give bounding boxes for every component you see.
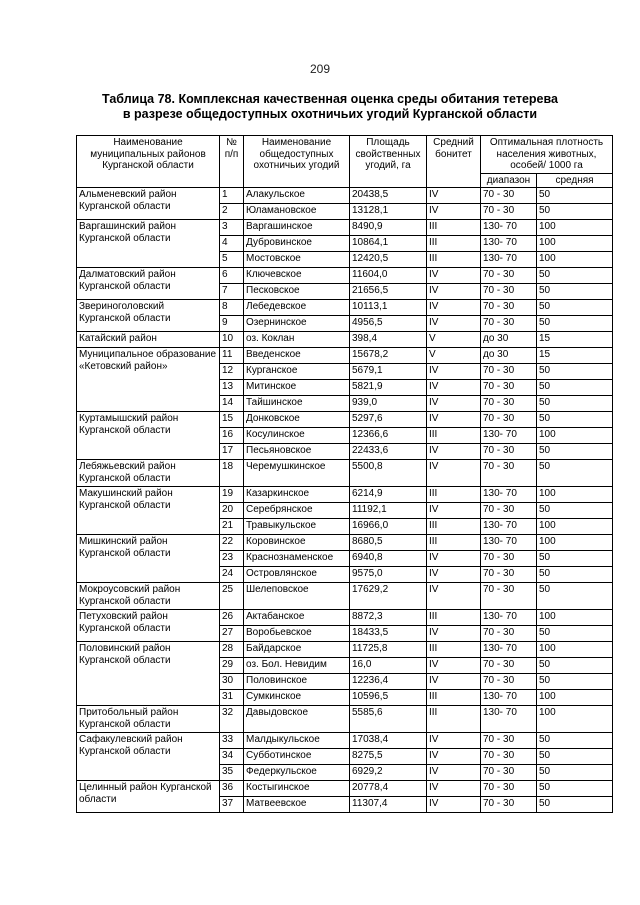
density-range-cell: 70 - 30 (481, 567, 537, 583)
density-range-cell: 130- 70 (481, 252, 537, 268)
district-cell: Лебяжьевский район Курганской области (77, 460, 220, 487)
bonitet-cell: IV (427, 204, 481, 220)
density-range-cell: 130- 70 (481, 535, 537, 551)
area-cell: 8275,5 (350, 749, 427, 765)
hunting-ground-cell: Мостовское (244, 252, 350, 268)
area-cell: 18433,5 (350, 626, 427, 642)
bonitet-cell: III (427, 519, 481, 535)
bonitet-cell: IV (427, 551, 481, 567)
hunting-ground-cell: Алакульское (244, 188, 350, 204)
caption-line-1: Таблица 78. Комплексная качественная оценка среды обитания тетерева (102, 92, 558, 106)
area-cell: 6214,9 (350, 487, 427, 503)
district-cell: Макушинский район Курганской области (77, 487, 220, 535)
density-range-cell: 70 - 30 (481, 583, 537, 610)
page-number: 209 (309, 62, 331, 76)
density-average-cell: 50 (537, 567, 613, 583)
density-range-cell: 70 - 30 (481, 781, 537, 797)
density-average-cell: 50 (537, 412, 613, 428)
table-row (77, 412, 613, 428)
density-average-cell: 50 (537, 380, 613, 396)
density-range-cell: 70 - 30 (481, 380, 537, 396)
hunting-ground-cell: Озернинское (244, 316, 350, 332)
table-row (77, 188, 613, 204)
number-cell: 20 (220, 503, 244, 519)
density-range-cell: 130- 70 (481, 690, 537, 706)
bonitet-cell: III (427, 690, 481, 706)
number-cell: 12 (220, 364, 244, 380)
area-cell: 12366,6 (350, 428, 427, 444)
table-row (77, 220, 613, 236)
density-average-cell: 15 (537, 332, 613, 348)
number-cell: 37 (220, 797, 244, 813)
area-cell: 17038,4 (350, 733, 427, 749)
table-row (77, 781, 613, 797)
header-area: Площадь свойственных угодий, га (350, 136, 427, 188)
area-cell: 20778,4 (350, 781, 427, 797)
area-cell: 12236,4 (350, 674, 427, 690)
number-cell: 25 (220, 583, 244, 610)
density-range-cell: 70 - 30 (481, 658, 537, 674)
bonitet-cell: III (427, 487, 481, 503)
number-cell: 31 (220, 690, 244, 706)
number-cell: 9 (220, 316, 244, 332)
number-cell: 29 (220, 658, 244, 674)
area-cell: 11307,4 (350, 797, 427, 813)
density-range-cell: 130- 70 (481, 487, 537, 503)
number-cell: 3 (220, 220, 244, 236)
number-cell: 24 (220, 567, 244, 583)
area-cell: 8680,5 (350, 535, 427, 551)
hunting-ground-cell: Травыкульское (244, 519, 350, 535)
bonitet-cell: III (427, 642, 481, 658)
number-cell: 33 (220, 733, 244, 749)
density-range-cell: 70 - 30 (481, 268, 537, 284)
density-range-cell: до 30 (481, 332, 537, 348)
bonitet-cell: IV (427, 316, 481, 332)
area-cell: 9575,0 (350, 567, 427, 583)
header-density-range: диапазон (481, 173, 537, 188)
district-cell: Мокроусовский район Курганской области (77, 583, 220, 610)
hunting-ground-cell: Субботинское (244, 749, 350, 765)
bonitet-cell: IV (427, 396, 481, 412)
table-body (77, 188, 613, 813)
table-caption (30, 92, 630, 122)
area-cell: 10113,1 (350, 300, 427, 316)
district-cell: Целинный район Курганской области (77, 781, 220, 813)
bonitet-cell: III (427, 706, 481, 733)
bonitet-cell: IV (427, 781, 481, 797)
table-row (77, 642, 613, 658)
density-range-cell: 70 - 30 (481, 284, 537, 300)
density-average-cell: 50 (537, 444, 613, 460)
hunting-ground-cell: оз. Бол. Невидим (244, 658, 350, 674)
number-cell: 11 (220, 348, 244, 364)
caption-line-2: в разрезе общедоступных охотничьих угодий Курганской области (122, 107, 538, 121)
density-average-cell: 100 (537, 642, 613, 658)
density-average-cell: 50 (537, 765, 613, 781)
hunting-ground-cell: Малдыкульское (244, 733, 350, 749)
bonitet-cell: IV (427, 626, 481, 642)
number-cell: 5 (220, 252, 244, 268)
number-cell: 34 (220, 749, 244, 765)
density-range-cell: 130- 70 (481, 706, 537, 733)
bonitet-cell: III (427, 428, 481, 444)
hunting-ground-cell: Островлянское (244, 567, 350, 583)
density-average-cell: 50 (537, 658, 613, 674)
hunting-ground-cell: оз. Коклан (244, 332, 350, 348)
density-average-cell: 50 (537, 797, 613, 813)
density-range-cell: 70 - 30 (481, 551, 537, 567)
bonitet-cell: IV (427, 460, 481, 487)
district-cell: Далматовский район Курганской области (77, 268, 220, 300)
bonitet-cell: IV (427, 765, 481, 781)
table-row (77, 348, 613, 364)
area-cell: 11604,0 (350, 268, 427, 284)
header-hunting-ground: Наименование общедоступных охотничьих угодий (244, 136, 350, 188)
hunting-ground-cell: Лебедевское (244, 300, 350, 316)
density-range-cell: 130- 70 (481, 220, 537, 236)
table-row (77, 460, 613, 487)
area-cell: 16,0 (350, 658, 427, 674)
density-average-cell: 50 (537, 204, 613, 220)
district-cell: Альменевский район Курганской области (77, 188, 220, 220)
density-average-cell: 50 (537, 551, 613, 567)
district-cell: Муниципальное образование «Кетовский район» (77, 348, 220, 412)
header-density-average: средняя (537, 173, 613, 188)
bonitet-cell: IV (427, 674, 481, 690)
density-average-cell: 15 (537, 348, 613, 364)
district-cell: Куртамышский район Курганской области (77, 412, 220, 460)
area-cell: 8872,3 (350, 610, 427, 626)
header-number: № п/п (220, 136, 244, 188)
number-cell: 7 (220, 284, 244, 300)
density-range-cell: до 30 (481, 348, 537, 364)
number-cell: 28 (220, 642, 244, 658)
density-range-cell: 130- 70 (481, 519, 537, 535)
hunting-ground-cell: Казаркинское (244, 487, 350, 503)
density-average-cell: 50 (537, 503, 613, 519)
density-average-cell: 100 (537, 220, 613, 236)
density-range-cell: 70 - 30 (481, 396, 537, 412)
hunting-ground-cell: Введенское (244, 348, 350, 364)
density-range-cell: 70 - 30 (481, 444, 537, 460)
bonitet-cell: IV (427, 284, 481, 300)
density-range-cell: 70 - 30 (481, 460, 537, 487)
bonitet-cell: IV (427, 188, 481, 204)
area-cell: 4956,5 (350, 316, 427, 332)
table-row (77, 268, 613, 284)
hunting-ground-cell: Косулинское (244, 428, 350, 444)
density-average-cell: 50 (537, 583, 613, 610)
density-average-cell: 50 (537, 188, 613, 204)
hunting-ground-cell: Матвеевское (244, 797, 350, 813)
area-cell: 398,4 (350, 332, 427, 348)
area-cell: 11725,8 (350, 642, 427, 658)
density-average-cell: 50 (537, 749, 613, 765)
district-cell: Притобольный район Курганской области (77, 706, 220, 733)
hunting-ground-cell: Ключевское (244, 268, 350, 284)
density-range-cell: 70 - 30 (481, 316, 537, 332)
district-cell: Звериноголовский Курганской области (77, 300, 220, 332)
bonitet-cell: III (427, 252, 481, 268)
hunting-ground-cell: Байдарское (244, 642, 350, 658)
bonitet-cell: IV (427, 749, 481, 765)
area-cell: 12420,5 (350, 252, 427, 268)
hunting-ground-cell: Песковское (244, 284, 350, 300)
area-cell: 16966,0 (350, 519, 427, 535)
hunting-ground-cell: Шелеповское (244, 583, 350, 610)
hunting-ground-cell: Варгашинское (244, 220, 350, 236)
density-range-cell: 70 - 30 (481, 765, 537, 781)
area-cell: 5297,6 (350, 412, 427, 428)
area-cell: 6929,2 (350, 765, 427, 781)
hunting-ground-cell: Донковское (244, 412, 350, 428)
hunting-ground-cell: Митинское (244, 380, 350, 396)
habitat-table (76, 135, 613, 813)
bonitet-cell: IV (427, 364, 481, 380)
area-cell: 5500,8 (350, 460, 427, 487)
bonitet-cell: V (427, 348, 481, 364)
bonitet-cell: IV (427, 380, 481, 396)
density-average-cell: 100 (537, 519, 613, 535)
number-cell: 2 (220, 204, 244, 220)
area-cell: 10596,5 (350, 690, 427, 706)
bonitet-cell: V (427, 332, 481, 348)
number-cell: 36 (220, 781, 244, 797)
area-cell: 15678,2 (350, 348, 427, 364)
density-average-cell: 100 (537, 487, 613, 503)
number-cell: 21 (220, 519, 244, 535)
area-cell: 22433,6 (350, 444, 427, 460)
area-cell: 5821,9 (350, 380, 427, 396)
header-district: Наименование муниципальных районов Курганской области (77, 136, 220, 188)
number-cell: 35 (220, 765, 244, 781)
density-range-cell: 70 - 30 (481, 749, 537, 765)
area-cell: 20438,5 (350, 188, 427, 204)
number-cell: 32 (220, 706, 244, 733)
table-row (77, 487, 613, 503)
density-average-cell: 50 (537, 674, 613, 690)
hunting-ground-cell: Дубровинское (244, 236, 350, 252)
density-range-cell: 70 - 30 (481, 204, 537, 220)
bonitet-cell: IV (427, 444, 481, 460)
number-cell: 19 (220, 487, 244, 503)
area-cell: 6940,8 (350, 551, 427, 567)
number-cell: 14 (220, 396, 244, 412)
density-average-cell: 100 (537, 252, 613, 268)
density-average-cell: 50 (537, 300, 613, 316)
density-average-cell: 100 (537, 690, 613, 706)
district-cell: Петуховский район Курганской области (77, 610, 220, 642)
bonitet-cell: IV (427, 658, 481, 674)
bonitet-cell: III (427, 220, 481, 236)
area-cell: 21656,5 (350, 284, 427, 300)
density-average-cell: 50 (537, 396, 613, 412)
density-range-cell: 70 - 30 (481, 412, 537, 428)
density-range-cell: 70 - 30 (481, 503, 537, 519)
area-cell: 17629,2 (350, 583, 427, 610)
density-average-cell: 100 (537, 610, 613, 626)
density-range-cell: 70 - 30 (481, 674, 537, 690)
density-range-cell: 70 - 30 (481, 364, 537, 380)
hunting-ground-cell: Песьяновское (244, 444, 350, 460)
density-range-cell: 130- 70 (481, 642, 537, 658)
number-cell: 16 (220, 428, 244, 444)
number-cell: 15 (220, 412, 244, 428)
density-range-cell: 70 - 30 (481, 797, 537, 813)
number-cell: 4 (220, 236, 244, 252)
hunting-ground-cell: Тайшинское (244, 396, 350, 412)
density-average-cell: 100 (537, 706, 613, 733)
area-cell: 939,0 (350, 396, 427, 412)
bonitet-cell: IV (427, 300, 481, 316)
density-range-cell: 130- 70 (481, 610, 537, 626)
bonitet-cell: IV (427, 268, 481, 284)
bonitet-cell: IV (427, 412, 481, 428)
district-cell: Варгашинский район Курганской области (77, 220, 220, 268)
number-cell: 13 (220, 380, 244, 396)
density-average-cell: 50 (537, 316, 613, 332)
number-cell: 30 (220, 674, 244, 690)
hunting-ground-cell: Юламановское (244, 204, 350, 220)
density-average-cell: 100 (537, 428, 613, 444)
density-average-cell: 50 (537, 781, 613, 797)
bonitet-cell: III (427, 610, 481, 626)
density-average-cell: 50 (537, 268, 613, 284)
header-density: Оптимальная плотность населения животных, особей/ 1000 га (481, 136, 613, 174)
density-range-cell: 130- 70 (481, 428, 537, 444)
bonitet-cell: III (427, 535, 481, 551)
district-cell: Катайский район (77, 332, 220, 348)
number-cell: 26 (220, 610, 244, 626)
density-range-cell: 70 - 30 (481, 733, 537, 749)
table-row (77, 706, 613, 733)
header-bonitet: Средний бонитет (427, 136, 481, 188)
area-cell: 5679,1 (350, 364, 427, 380)
table-row (77, 332, 613, 348)
district-cell: Половинский район Курганской области (77, 642, 220, 706)
hunting-ground-cell: Курганское (244, 364, 350, 380)
table-row (77, 610, 613, 626)
number-cell: 22 (220, 535, 244, 551)
district-cell: Мишкинский район Курганской области (77, 535, 220, 583)
density-average-cell: 50 (537, 364, 613, 380)
number-cell: 8 (220, 300, 244, 316)
district-cell: Сафакулевский район Курганской области (77, 733, 220, 781)
hunting-ground-cell: Коровинское (244, 535, 350, 551)
bonitet-cell: IV (427, 733, 481, 749)
number-cell: 27 (220, 626, 244, 642)
number-cell: 17 (220, 444, 244, 460)
density-average-cell: 100 (537, 535, 613, 551)
bonitet-cell: IV (427, 583, 481, 610)
hunting-ground-cell: Давыдовское (244, 706, 350, 733)
area-cell: 13128,1 (350, 204, 427, 220)
area-cell: 5585,6 (350, 706, 427, 733)
number-cell: 10 (220, 332, 244, 348)
hunting-ground-cell: Сумкинское (244, 690, 350, 706)
density-average-cell: 50 (537, 733, 613, 749)
hunting-ground-cell: Половинское (244, 674, 350, 690)
table-header (77, 136, 613, 188)
number-cell: 23 (220, 551, 244, 567)
bonitet-cell: IV (427, 503, 481, 519)
hunting-ground-cell: Федеркульское (244, 765, 350, 781)
number-cell: 18 (220, 460, 244, 487)
hunting-ground-cell: Костыгинское (244, 781, 350, 797)
table-row (77, 583, 613, 610)
table-row (77, 733, 613, 749)
area-cell: 11192,1 (350, 503, 427, 519)
number-cell: 6 (220, 268, 244, 284)
bonitet-cell: III (427, 236, 481, 252)
hunting-ground-cell: Черемушкинское (244, 460, 350, 487)
density-average-cell: 100 (537, 236, 613, 252)
hunting-ground-cell: Серебрянское (244, 503, 350, 519)
density-range-cell: 70 - 30 (481, 300, 537, 316)
density-average-cell: 50 (537, 626, 613, 642)
density-range-cell: 70 - 30 (481, 626, 537, 642)
hunting-ground-cell: Актабанское (244, 610, 350, 626)
density-average-cell: 50 (537, 460, 613, 487)
hunting-ground-cell: Воробьевское (244, 626, 350, 642)
bonitet-cell: IV (427, 567, 481, 583)
density-average-cell: 50 (537, 284, 613, 300)
area-cell: 8490,9 (350, 220, 427, 236)
table-row (77, 300, 613, 316)
density-range-cell: 70 - 30 (481, 188, 537, 204)
density-range-cell: 130- 70 (481, 236, 537, 252)
number-cell: 1 (220, 188, 244, 204)
area-cell: 10864,1 (350, 236, 427, 252)
hunting-ground-cell: Краснознаменское (244, 551, 350, 567)
bonitet-cell: IV (427, 797, 481, 813)
table-row (77, 535, 613, 551)
